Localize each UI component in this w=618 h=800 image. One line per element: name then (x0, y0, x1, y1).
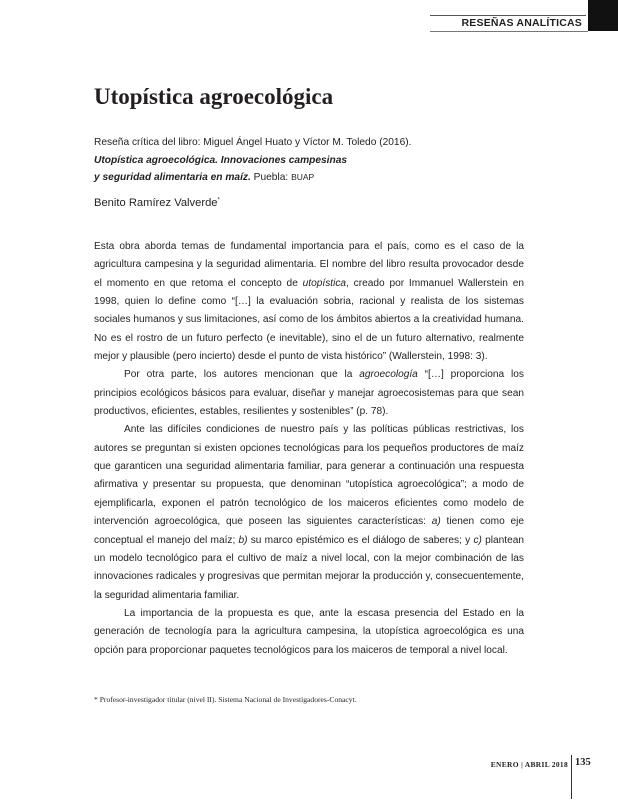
paragraph-2 (94, 366, 524, 421)
header-black-tab (588, 0, 618, 31)
paragraph-3-text-a: Ante las difíciles condiciones de nuestro país y las políticas públicas restrictivas, los autores se preguntan si existen opciones tecnológicas para los pequeños productores de maíz que garanticen una seguridad alimentaria familiar, para generar a continuación una respuesta afirmativa y presentar su propuesta, que denominan “utopística agroecológica”; a modo de ejemplificarla, exponen el patrón tecnológico de los maiceros eficientes como modelo de intervención agroecológica, que poseen las siguientes características: (94, 424, 524, 528)
book-title-line-2: y seguridad alimentaria en maíz. (94, 172, 251, 183)
footer-divider (571, 755, 572, 799)
paragraph-1-text-a: Esta obra aborda temas de fundamental importancia para el país, como es el caso de la agricultura campesina y la seguridad alimentaria. El nombre del libro resulta provocador desde el momento en que retoma el concepto de (94, 241, 524, 289)
paragraph-3-text-d: plantean un modelo tecnológico para el cultivo de maíz a nivel local, con la mejor combinación de las innovaciones radicales y progresivas que permitan mejorar la producción y, consecuentemente, la seguridad alimentaria familiar. (94, 534, 524, 601)
header-bottom-line (430, 31, 588, 32)
author-footnote-mark: * (217, 197, 220, 204)
list-marker-a: a) (431, 516, 441, 528)
section-label: RESEÑAS ANALÍTICAS (461, 17, 582, 29)
publication-place: Puebla: (250, 172, 292, 183)
page-number: 135 (575, 757, 591, 768)
list-marker-b: b) (238, 534, 248, 546)
book-title-line-1: Utopística agroecológica. Innovaciones campesinas (94, 154, 348, 166)
paragraph-3-text-c: su marco epistémico es el diálogo de saberes; y (247, 534, 474, 546)
paragraph-1 (94, 238, 524, 366)
author-name: Benito Ramírez Valverde (94, 197, 218, 209)
book-reference (94, 134, 534, 187)
paragraph-4: La importancia de la propuesta es que, ante la escasa presencia del Estado en la generación de tecnología para la agricultura campesina, la utopística agroecológica es una opción para proporcionar paquetes tecnológicos para los maiceros de temporal a nivel local. (94, 607, 524, 656)
article-title: Utopística agroecológica (94, 84, 334, 109)
publisher: BUAP (291, 172, 315, 182)
author-footnote: * Profesor-investigador titular (nivel II). Sistema Nacional de Investigadores-Conacyt. (94, 695, 357, 704)
header-top-line (430, 15, 586, 16)
reference-prefix: Reseña crítica del libro: Miguel Ángel Huato y Víctor M. Toledo (2016). (94, 137, 412, 148)
issue-label: ENERO | ABRIL 2018 (490, 760, 568, 769)
author-byline (94, 197, 220, 209)
paragraph-3-text-b: tienen como eje conceptual el manejo del maíz; (94, 516, 525, 546)
list-marker-c: c) (473, 534, 482, 546)
paragraph-2-text-b: “[…] proporciona los principios ecológicos básicos para evaluar, diseñar y manejar agroecosistemas para que sean productivos, eficientes, estables, resilientes y sostenibles” (p. 78). (94, 369, 524, 418)
term-utopistica: utopística (302, 277, 347, 289)
paragraph-3 (94, 421, 524, 604)
paragraph-2-text-a: Por otra parte, los autores mencionan que la (124, 369, 360, 381)
paragraph-1-text-b: , creado por Immanuel Wallerstein en 1998, quien lo define como “[…] la evaluación sobria, racional y realista de los sistemas sociales humanos y sus limitaciones, así como de los ámbitos abiertos a la creatividad humana. No es el rostro de un futuro perfecto (e inevitable), sino el de un futuro alternativo, realmente mejor y plausible (pero incierto) desde el punto de vista histórico” (Wallerstein, 1998: 3). (94, 277, 525, 363)
article-body (94, 238, 524, 660)
term-agroecologia: agroecología (359, 369, 418, 381)
